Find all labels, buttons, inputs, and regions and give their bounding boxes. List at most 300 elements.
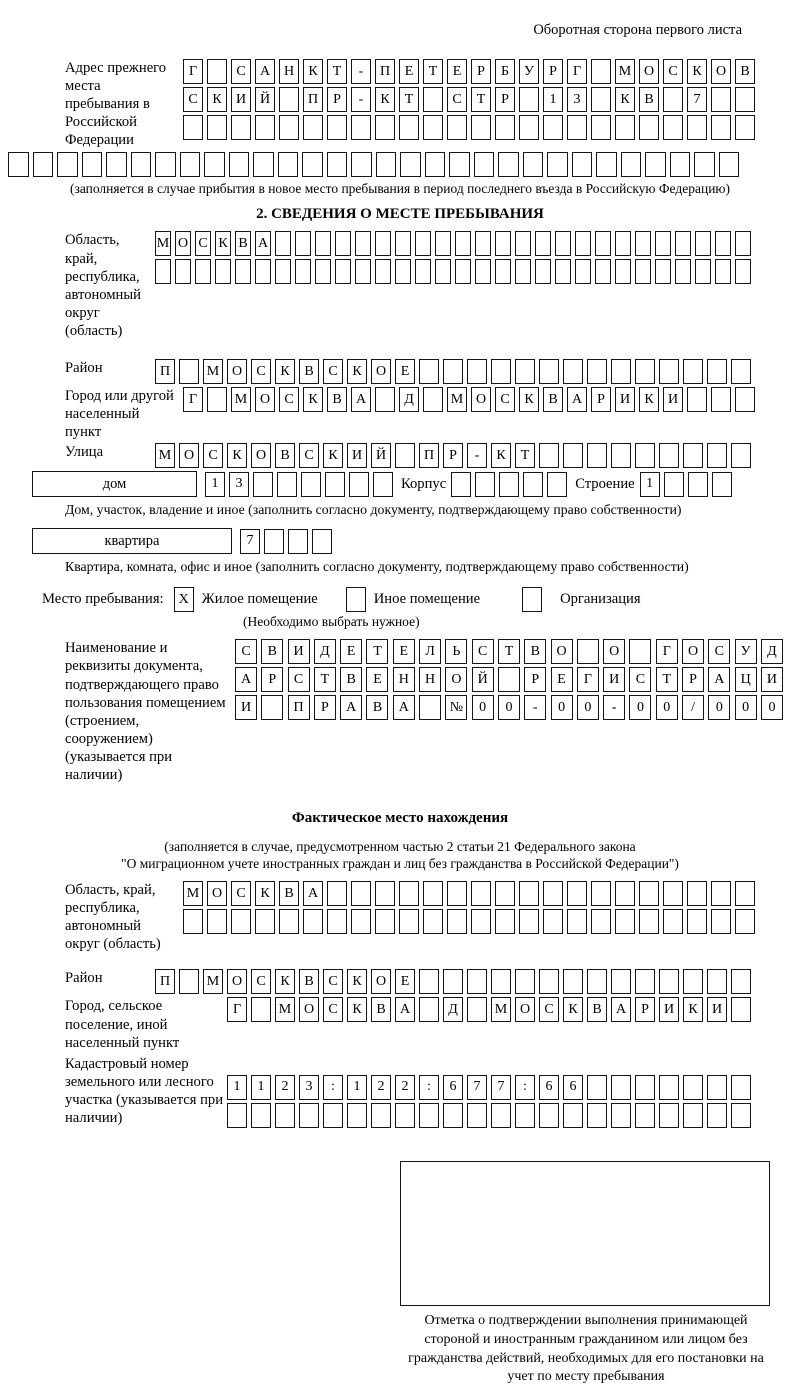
char-cell[interactable]: [735, 115, 755, 140]
char-cell[interactable]: [587, 1103, 607, 1128]
char-cell[interactable]: [523, 472, 543, 497]
char-cell[interactable]: [611, 1075, 631, 1100]
char-cell[interactable]: [635, 969, 655, 994]
char-cell[interactable]: [495, 259, 511, 284]
char-cell[interactable]: П: [288, 695, 310, 720]
char-cell[interactable]: [675, 231, 691, 256]
checkbox-other-premise[interactable]: [346, 587, 366, 612]
char-cell[interactable]: О: [207, 881, 227, 906]
char-cell[interactable]: [264, 529, 284, 554]
char-cell[interactable]: [659, 359, 679, 384]
char-cell[interactable]: 0: [629, 695, 651, 720]
char-cell[interactable]: [543, 115, 563, 140]
char-cell[interactable]: -: [351, 59, 371, 84]
char-cell[interactable]: [659, 969, 679, 994]
char-cell[interactable]: С: [539, 997, 559, 1022]
char-cell[interactable]: В: [299, 969, 319, 994]
char-cell[interactable]: М: [491, 997, 511, 1022]
char-cell[interactable]: [275, 259, 291, 284]
char-cell[interactable]: А: [340, 695, 362, 720]
char-cell[interactable]: [435, 231, 451, 256]
char-cell[interactable]: К: [491, 443, 511, 468]
char-cell[interactable]: 7: [687, 87, 707, 112]
char-cell[interactable]: А: [708, 667, 730, 692]
char-cell[interactable]: [591, 59, 611, 84]
char-cell[interactable]: С: [288, 667, 310, 692]
char-cell[interactable]: [547, 152, 568, 177]
char-cell[interactable]: М: [275, 997, 295, 1022]
char-cell[interactable]: [587, 359, 607, 384]
char-cell[interactable]: 0: [498, 695, 520, 720]
char-cell[interactable]: Е: [340, 639, 362, 664]
char-cell[interactable]: [495, 231, 511, 256]
char-cell[interactable]: И: [663, 387, 683, 412]
char-cell[interactable]: [567, 881, 587, 906]
char-cell[interactable]: [419, 1103, 439, 1128]
char-cell[interactable]: [419, 969, 439, 994]
char-cell[interactable]: [663, 909, 683, 934]
char-cell[interactable]: [183, 909, 203, 934]
char-cell[interactable]: К: [303, 387, 323, 412]
char-cell[interactable]: О: [227, 359, 247, 384]
char-cell[interactable]: К: [347, 997, 367, 1022]
char-cell[interactable]: Р: [314, 695, 336, 720]
char-cell[interactable]: 1: [640, 472, 660, 497]
char-cell[interactable]: М: [231, 387, 251, 412]
char-cell[interactable]: [591, 87, 611, 112]
char-cell[interactable]: 6: [563, 1075, 583, 1100]
char-cell[interactable]: [687, 909, 707, 934]
char-cell[interactable]: -: [351, 87, 371, 112]
char-cell[interactable]: [555, 231, 571, 256]
char-cell[interactable]: [543, 909, 563, 934]
char-cell[interactable]: 2: [275, 1075, 295, 1100]
checkbox-organization[interactable]: [522, 587, 542, 612]
char-cell[interactable]: Т: [327, 59, 347, 84]
char-cell[interactable]: [327, 909, 347, 934]
char-cell[interactable]: [595, 259, 611, 284]
char-cell[interactable]: Й: [255, 87, 275, 112]
char-cell[interactable]: К: [687, 59, 707, 84]
char-cell[interactable]: [435, 259, 451, 284]
char-cell[interactable]: [645, 152, 666, 177]
char-cell[interactable]: П: [303, 87, 323, 112]
char-cell[interactable]: М: [203, 969, 223, 994]
char-cell[interactable]: 0: [551, 695, 573, 720]
char-cell[interactable]: [467, 1103, 487, 1128]
char-cell[interactable]: М: [615, 59, 635, 84]
char-cell[interactable]: Р: [591, 387, 611, 412]
char-cell[interactable]: [707, 1103, 727, 1128]
char-cell[interactable]: [731, 359, 751, 384]
char-cell[interactable]: [255, 259, 271, 284]
char-cell[interactable]: [207, 115, 227, 140]
char-cell[interactable]: [543, 881, 563, 906]
char-cell[interactable]: Р: [682, 667, 704, 692]
char-cell[interactable]: [615, 231, 631, 256]
char-cell[interactable]: Е: [395, 359, 415, 384]
char-cell[interactable]: В: [235, 231, 251, 256]
char-cell[interactable]: [735, 881, 755, 906]
char-cell[interactable]: [711, 87, 731, 112]
char-cell[interactable]: 0: [577, 695, 599, 720]
char-cell[interactable]: [235, 259, 251, 284]
char-cell[interactable]: [639, 115, 659, 140]
char-cell[interactable]: [227, 1103, 247, 1128]
char-cell[interactable]: -: [467, 443, 487, 468]
char-cell[interactable]: [495, 115, 515, 140]
char-cell[interactable]: С: [203, 443, 223, 468]
char-cell[interactable]: [635, 359, 655, 384]
char-cell[interactable]: [255, 115, 275, 140]
char-cell[interactable]: 7: [240, 529, 260, 554]
char-cell[interactable]: [395, 1103, 415, 1128]
char-cell[interactable]: И: [603, 667, 625, 692]
char-cell[interactable]: [539, 443, 559, 468]
char-cell[interactable]: Р: [261, 667, 283, 692]
char-cell[interactable]: [375, 231, 391, 256]
char-cell[interactable]: [175, 259, 191, 284]
char-cell[interactable]: К: [323, 443, 343, 468]
char-cell[interactable]: И: [288, 639, 310, 664]
char-cell[interactable]: [719, 152, 740, 177]
char-cell[interactable]: [351, 881, 371, 906]
char-cell[interactable]: [82, 152, 103, 177]
char-cell[interactable]: А: [395, 997, 415, 1022]
char-cell[interactable]: И: [231, 87, 251, 112]
char-cell[interactable]: О: [471, 387, 491, 412]
char-cell[interactable]: [611, 1103, 631, 1128]
char-cell[interactable]: И: [761, 667, 783, 692]
char-cell[interactable]: [515, 1103, 535, 1128]
char-cell[interactable]: [423, 87, 443, 112]
char-cell[interactable]: [563, 443, 583, 468]
char-cell[interactable]: О: [227, 969, 247, 994]
char-cell[interactable]: [295, 259, 311, 284]
char-cell[interactable]: 7: [467, 1075, 487, 1100]
char-cell[interactable]: [695, 231, 711, 256]
char-cell[interactable]: М: [155, 231, 171, 256]
char-cell[interactable]: [683, 1103, 703, 1128]
char-cell[interactable]: Г: [227, 997, 247, 1022]
char-cell[interactable]: В: [366, 695, 388, 720]
char-cell[interactable]: 0: [708, 695, 730, 720]
char-cell[interactable]: И: [615, 387, 635, 412]
char-cell[interactable]: [277, 472, 297, 497]
char-cell[interactable]: К: [347, 359, 367, 384]
char-cell[interactable]: А: [611, 997, 631, 1022]
checkbox-residential[interactable]: X: [174, 587, 194, 612]
char-cell[interactable]: [639, 881, 659, 906]
char-cell[interactable]: [519, 87, 539, 112]
char-cell[interactable]: [471, 115, 491, 140]
char-cell[interactable]: [179, 969, 199, 994]
char-cell[interactable]: [425, 152, 446, 177]
char-cell[interactable]: [611, 969, 631, 994]
char-cell[interactable]: [371, 1103, 391, 1128]
char-cell[interactable]: -: [603, 695, 625, 720]
char-cell[interactable]: [707, 443, 727, 468]
char-cell[interactable]: [695, 259, 711, 284]
char-cell[interactable]: [231, 909, 251, 934]
char-cell[interactable]: [423, 909, 443, 934]
char-cell[interactable]: [395, 443, 415, 468]
char-cell[interactable]: [499, 472, 519, 497]
char-cell[interactable]: 3: [229, 472, 249, 497]
char-cell[interactable]: П: [155, 359, 175, 384]
char-cell[interactable]: [351, 152, 372, 177]
char-cell[interactable]: [395, 259, 411, 284]
char-cell[interactable]: [519, 881, 539, 906]
char-cell[interactable]: Т: [498, 639, 520, 664]
char-cell[interactable]: [535, 259, 551, 284]
char-cell[interactable]: [711, 115, 731, 140]
char-cell[interactable]: [375, 115, 395, 140]
char-cell[interactable]: [591, 115, 611, 140]
char-cell[interactable]: М: [155, 443, 175, 468]
char-cell[interactable]: [731, 997, 751, 1022]
char-cell[interactable]: [563, 359, 583, 384]
char-cell[interactable]: 2: [371, 1075, 391, 1100]
char-cell[interactable]: [449, 152, 470, 177]
char-cell[interactable]: [204, 152, 225, 177]
char-cell[interactable]: Ь: [445, 639, 467, 664]
char-cell[interactable]: [567, 115, 587, 140]
char-cell[interactable]: В: [340, 667, 362, 692]
char-cell[interactable]: К: [563, 997, 583, 1022]
char-cell[interactable]: [587, 1075, 607, 1100]
char-cell[interactable]: И: [659, 997, 679, 1022]
char-cell[interactable]: С: [447, 87, 467, 112]
char-cell[interactable]: /: [682, 695, 704, 720]
char-cell[interactable]: Е: [399, 59, 419, 84]
char-cell[interactable]: О: [603, 639, 625, 664]
char-cell[interactable]: :: [419, 1075, 439, 1100]
char-cell[interactable]: [419, 359, 439, 384]
char-cell[interactable]: [351, 909, 371, 934]
char-cell[interactable]: [399, 909, 419, 934]
char-cell[interactable]: К: [375, 87, 395, 112]
char-cell[interactable]: Н: [279, 59, 299, 84]
char-cell[interactable]: [735, 87, 755, 112]
char-cell[interactable]: [8, 152, 29, 177]
char-cell[interactable]: О: [639, 59, 659, 84]
char-cell[interactable]: С: [195, 231, 211, 256]
char-cell[interactable]: [423, 115, 443, 140]
char-cell[interactable]: Е: [393, 639, 415, 664]
char-cell[interactable]: [471, 909, 491, 934]
char-cell[interactable]: А: [255, 59, 275, 84]
char-cell[interactable]: [491, 1103, 511, 1128]
char-cell[interactable]: [375, 881, 395, 906]
char-cell[interactable]: [475, 472, 495, 497]
char-cell[interactable]: [195, 259, 211, 284]
char-cell[interactable]: В: [587, 997, 607, 1022]
char-cell[interactable]: [207, 387, 227, 412]
char-cell[interactable]: [375, 909, 395, 934]
char-cell[interactable]: [731, 969, 751, 994]
char-cell[interactable]: И: [347, 443, 367, 468]
char-cell[interactable]: [399, 881, 419, 906]
char-cell[interactable]: [335, 259, 351, 284]
char-cell[interactable]: А: [255, 231, 271, 256]
char-cell[interactable]: [315, 231, 331, 256]
char-cell[interactable]: Ц: [735, 667, 757, 692]
char-cell[interactable]: [712, 472, 732, 497]
char-cell[interactable]: [595, 231, 611, 256]
char-cell[interactable]: [373, 472, 393, 497]
char-cell[interactable]: [303, 115, 323, 140]
char-cell[interactable]: [455, 231, 471, 256]
char-cell[interactable]: Т: [399, 87, 419, 112]
char-cell[interactable]: 6: [539, 1075, 559, 1100]
char-cell[interactable]: [683, 969, 703, 994]
char-cell[interactable]: [577, 639, 599, 664]
char-cell[interactable]: [327, 881, 347, 906]
char-cell[interactable]: [255, 909, 275, 934]
char-cell[interactable]: А: [303, 881, 323, 906]
char-cell[interactable]: [687, 387, 707, 412]
char-cell[interactable]: [519, 115, 539, 140]
char-cell[interactable]: [683, 443, 703, 468]
char-cell[interactable]: [288, 529, 308, 554]
char-cell[interactable]: [447, 881, 467, 906]
char-cell[interactable]: [399, 115, 419, 140]
char-cell[interactable]: К: [639, 387, 659, 412]
char-cell[interactable]: Т: [423, 59, 443, 84]
char-cell[interactable]: С: [183, 87, 203, 112]
char-cell[interactable]: Д: [443, 997, 463, 1022]
char-cell[interactable]: [279, 115, 299, 140]
char-cell[interactable]: О: [711, 59, 731, 84]
char-cell[interactable]: [735, 259, 751, 284]
char-cell[interactable]: [635, 1075, 655, 1100]
char-cell[interactable]: Р: [524, 667, 546, 692]
char-cell[interactable]: [707, 1075, 727, 1100]
char-cell[interactable]: [447, 909, 467, 934]
char-cell[interactable]: Р: [543, 59, 563, 84]
char-cell[interactable]: О: [255, 387, 275, 412]
char-cell[interactable]: А: [235, 667, 257, 692]
char-cell[interactable]: [663, 87, 683, 112]
char-cell[interactable]: [106, 152, 127, 177]
char-cell[interactable]: [155, 152, 176, 177]
char-cell[interactable]: [659, 1103, 679, 1128]
char-cell[interactable]: С: [251, 359, 271, 384]
char-cell[interactable]: [443, 1103, 463, 1128]
char-cell[interactable]: Р: [443, 443, 463, 468]
char-cell[interactable]: [131, 152, 152, 177]
char-cell[interactable]: С: [235, 639, 257, 664]
char-cell[interactable]: [279, 909, 299, 934]
char-cell[interactable]: [400, 152, 421, 177]
char-cell[interactable]: В: [639, 87, 659, 112]
char-cell[interactable]: 7: [491, 1075, 511, 1100]
char-cell[interactable]: Й: [371, 443, 391, 468]
char-cell[interactable]: [467, 997, 487, 1022]
char-cell[interactable]: В: [299, 359, 319, 384]
char-cell[interactable]: [423, 387, 443, 412]
char-cell[interactable]: [349, 472, 369, 497]
char-cell[interactable]: [575, 259, 591, 284]
char-cell[interactable]: [519, 909, 539, 934]
char-cell[interactable]: Д: [399, 387, 419, 412]
char-cell[interactable]: [415, 231, 431, 256]
char-cell[interactable]: 0: [472, 695, 494, 720]
char-cell[interactable]: С: [708, 639, 730, 664]
char-cell[interactable]: [655, 231, 671, 256]
char-cell[interactable]: С: [231, 881, 251, 906]
char-cell[interactable]: [327, 152, 348, 177]
char-cell[interactable]: [539, 1103, 559, 1128]
char-cell[interactable]: К: [683, 997, 703, 1022]
char-cell[interactable]: [688, 472, 708, 497]
char-cell[interactable]: [587, 443, 607, 468]
char-cell[interactable]: Г: [656, 639, 678, 664]
char-cell[interactable]: О: [515, 997, 535, 1022]
char-cell[interactable]: [253, 472, 273, 497]
char-cell[interactable]: 1: [347, 1075, 367, 1100]
char-cell[interactable]: [683, 1075, 703, 1100]
char-cell[interactable]: Д: [761, 639, 783, 664]
char-cell[interactable]: [539, 969, 559, 994]
char-cell[interactable]: 1: [227, 1075, 247, 1100]
char-cell[interactable]: [635, 1103, 655, 1128]
char-cell[interactable]: К: [303, 59, 323, 84]
char-cell[interactable]: [715, 231, 731, 256]
char-cell[interactable]: [707, 969, 727, 994]
char-cell[interactable]: О: [682, 639, 704, 664]
char-cell[interactable]: [495, 909, 515, 934]
char-cell[interactable]: 1: [251, 1075, 271, 1100]
char-cell[interactable]: О: [371, 969, 391, 994]
char-cell[interactable]: [57, 152, 78, 177]
char-cell[interactable]: М: [183, 881, 203, 906]
char-cell[interactable]: [731, 443, 751, 468]
char-cell[interactable]: С: [629, 667, 651, 692]
char-cell[interactable]: :: [515, 1075, 535, 1100]
char-cell[interactable]: [443, 359, 463, 384]
char-cell[interactable]: [635, 259, 651, 284]
char-cell[interactable]: К: [227, 443, 247, 468]
char-cell[interactable]: [261, 695, 283, 720]
char-cell[interactable]: К: [255, 881, 275, 906]
char-cell[interactable]: [515, 969, 535, 994]
char-cell[interactable]: [301, 472, 321, 497]
char-cell[interactable]: [474, 152, 495, 177]
char-cell[interactable]: [687, 881, 707, 906]
char-cell[interactable]: В: [275, 443, 295, 468]
char-cell[interactable]: [423, 881, 443, 906]
char-cell[interactable]: [183, 115, 203, 140]
char-cell[interactable]: [621, 152, 642, 177]
char-cell[interactable]: [615, 115, 635, 140]
char-cell[interactable]: [635, 231, 651, 256]
char-cell[interactable]: С: [299, 443, 319, 468]
char-cell[interactable]: С: [323, 969, 343, 994]
char-cell[interactable]: [419, 695, 441, 720]
char-cell[interactable]: В: [279, 881, 299, 906]
char-cell[interactable]: Е: [551, 667, 573, 692]
char-cell[interactable]: 0: [761, 695, 783, 720]
char-cell[interactable]: [335, 231, 351, 256]
char-cell[interactable]: [615, 909, 635, 934]
char-cell[interactable]: О: [179, 443, 199, 468]
char-cell[interactable]: С: [323, 997, 343, 1022]
char-cell[interactable]: [395, 231, 411, 256]
char-cell[interactable]: [596, 152, 617, 177]
char-cell[interactable]: П: [419, 443, 439, 468]
